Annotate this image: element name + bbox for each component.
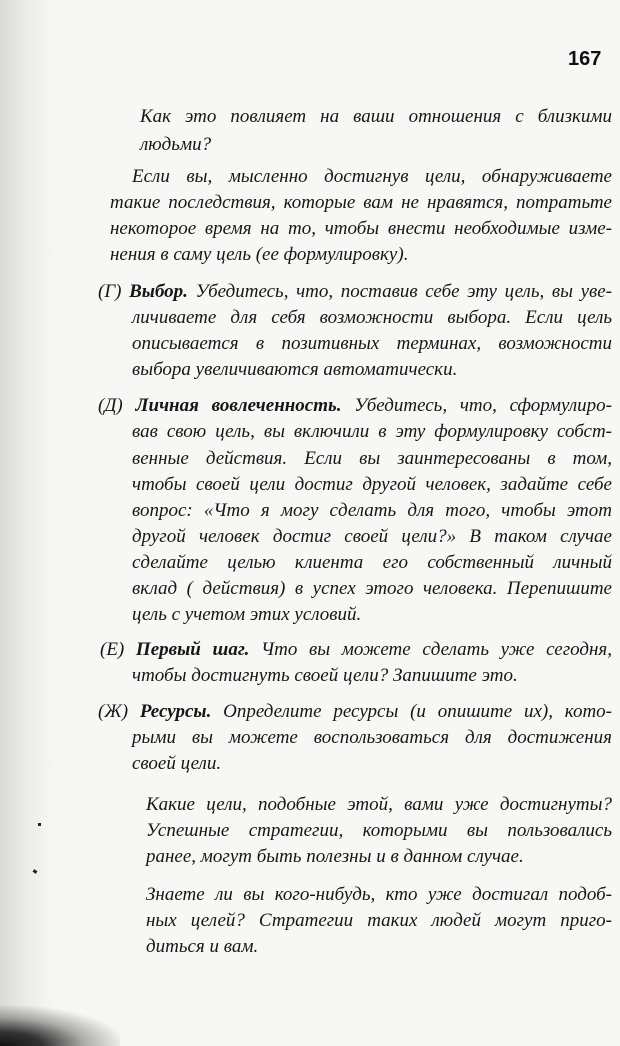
q3-line-1: Знаете ли вы кого-нибудь, кто уже достигал подоб- (146, 884, 612, 905)
q2-line-2: Успешные стратегии, которыми вы пользовались (146, 820, 612, 841)
q2-line-1: Какие цели, подобные этой, вами уже достигнуты? (146, 794, 612, 815)
q3-line-3: диться и вам. (146, 936, 259, 957)
q2-line-3: ранее, могут быть полезны и в данном случае. (146, 846, 524, 867)
item-zh-line-2: рыми вы можете воспользоваться для достижения (132, 727, 612, 748)
item-d-line-9: цель с учетом этих условий. (132, 604, 362, 625)
item-g-line-1 (98, 282, 612, 301)
q3-line-2: ных целей? Стратегии таких людей могут приго- (146, 910, 612, 931)
item-d-label: (Д) (98, 395, 123, 416)
item-g-line-4: выбора увеличиваются автоматически. (132, 359, 458, 380)
item-e-text: Что вы можете сделать уже сегодня, (261, 639, 612, 660)
item-e-line-1 (100, 640, 612, 659)
page-number: 167 (568, 48, 602, 70)
item-d-text: Убедитесь, что, сформулиро- (354, 395, 612, 416)
item-d-line-7: сделайте целью клиента его собственный личный (132, 552, 612, 573)
item-zh-term: Ресурсы. (139, 701, 212, 722)
item-d-line-1 (98, 396, 612, 415)
item-d-line-4: чтобы своей цели достиг другой человек, задайте себе (132, 474, 612, 495)
item-d-line-2: вав свою цель, вы включили в эту формулировку собст- (132, 421, 612, 442)
item-g-term: Выбор. (129, 281, 188, 302)
item-e-line-2: чтобы достигнуть своей цели? Запишите это. (132, 665, 518, 686)
item-g-line-2: личиваете для себя возможности выбора. Если цель (132, 307, 612, 328)
item-d-term: Личная вовлеченность. (135, 395, 342, 416)
item-d-line-5: вопрос: «Что я могу сделать для того, чтобы этот (132, 500, 612, 521)
p1-line-2: такие последствия, которые вам не нравятся, потратьте (110, 192, 612, 213)
item-g-line-3: описывается в позитивных терминах, возможности (132, 333, 612, 354)
item-d-line-3: венные действия. Если вы заинтересованы в том, (132, 448, 612, 469)
item-g-text: Убедитесь, что, поставив себе эту цель, вы уве- (195, 281, 613, 302)
item-d-line-6: другой человек достиг своей цели?» В таком случае (132, 526, 612, 547)
book-spine-shadow (0, 0, 62, 1046)
item-g-label: (Г) (98, 281, 122, 302)
item-e-term: Первый шаг. (135, 639, 250, 660)
q1-line-2: людьми? (140, 134, 212, 155)
item-zh-line-3: своей цели. (132, 753, 222, 774)
item-zh-label: (Ж) (98, 701, 129, 722)
q1-line-1: Как это повлияет на ваши отношения с близкими (140, 106, 612, 127)
item-d-line-8: вклад ( действия) в успех этого человека. Перепишите (132, 578, 612, 599)
p1-line-1: Если вы, мысленно достигнув цели, обнаруживаете (132, 166, 612, 187)
item-e-label: (Е) (100, 639, 125, 660)
p1-line-4: нения в саму цель (ее формулировку). (110, 244, 409, 265)
scan-speck (38, 823, 41, 826)
item-zh-text: Определите ресурсы (и опишите их), кото- (223, 701, 613, 722)
item-zh-line-1 (98, 702, 612, 721)
page-corner-shadow (0, 1006, 120, 1046)
p1-line-3: некоторое время на то, чтобы внести необходимые изме- (110, 218, 612, 239)
